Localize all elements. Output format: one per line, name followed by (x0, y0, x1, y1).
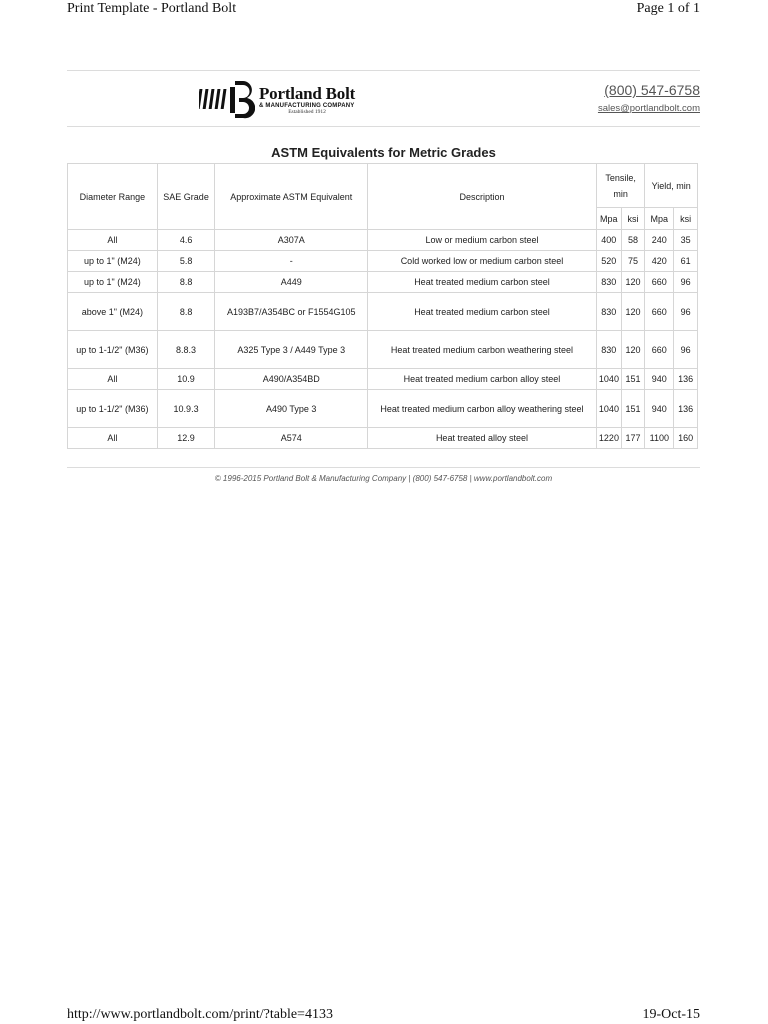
footer-divider (67, 467, 700, 468)
cell-yield-mpa: 940 (645, 390, 674, 428)
table-row (68, 230, 698, 251)
logo-name: Portland Bolt (259, 83, 356, 103)
cell-tensile-mpa: 830 (596, 293, 621, 331)
cell-yield-ksi: 35 (674, 230, 698, 251)
cell-yield-mpa: 660 (645, 272, 674, 293)
cell-astm: A490 Type 3 (215, 390, 368, 428)
table-row (68, 293, 698, 331)
cell-astm: A449 (215, 272, 368, 293)
header-tensile: Tensile, min (596, 164, 644, 208)
cell-yield-mpa: 1100 (645, 428, 674, 449)
cell-yield-mpa: 660 (645, 293, 674, 331)
cell-tensile-mpa: 830 (596, 272, 621, 293)
cell-tensile-mpa: 520 (596, 251, 621, 272)
logo-established: Established 1912 (288, 108, 326, 115)
table-title: ASTM Equivalents for Metric Grades (271, 145, 496, 160)
cell-astm: A490/A354BD (215, 369, 368, 390)
header-diameter-range: Diameter Range (68, 164, 158, 230)
cell-diameter: All (68, 428, 158, 449)
cell-astm: - (215, 251, 368, 272)
phone-link[interactable]: (800) 547-6758 (604, 82, 700, 98)
table-row (68, 331, 698, 369)
header-tensile-ksi: ksi (621, 208, 645, 230)
cell-sae: 8.8 (157, 272, 215, 293)
cell-description: Heat treated medium carbon weathering steel (368, 331, 597, 369)
cell-yield-ksi: 96 (674, 331, 698, 369)
cell-tensile-mpa: 830 (596, 331, 621, 369)
header-description: Description (368, 164, 597, 230)
cell-diameter: All (68, 369, 158, 390)
cell-sae: 12.9 (157, 428, 215, 449)
cell-tensile-mpa: 1040 (596, 369, 621, 390)
header-astm-equivalent: Approximate ASTM Equivalent (215, 164, 368, 230)
cell-tensile-ksi: 75 (621, 251, 645, 272)
cell-tensile-ksi: 151 (621, 369, 645, 390)
cell-sae: 5.8 (157, 251, 215, 272)
cell-astm: A574 (215, 428, 368, 449)
table-row (68, 428, 698, 449)
cell-yield-ksi: 160 (674, 428, 698, 449)
cell-description: Heat treated medium carbon alloy steel (368, 369, 597, 390)
copyright-notice: © 1996-2015 Portland Bolt & Manufacturing Company | (800) 547-6758 | www.portlandbolt.com (214, 474, 553, 483)
cell-tensile-ksi: 151 (621, 390, 645, 428)
cell-tensile-ksi: 120 (621, 331, 645, 369)
cell-description: Heat treated medium carbon steel (368, 272, 597, 293)
cell-tensile-ksi: 120 (621, 293, 645, 331)
cell-tensile-mpa: 400 (596, 230, 621, 251)
table-row (68, 251, 698, 272)
contact-info (598, 82, 700, 114)
print-footer (67, 1007, 700, 1023)
top-divider (67, 70, 700, 71)
cell-description: Low or medium carbon steel (368, 230, 597, 251)
cell-astm: A325 Type 3 / A449 Type 3 (215, 331, 368, 369)
cell-yield-mpa: 660 (645, 331, 674, 369)
cell-diameter: above 1" (M24) (68, 293, 158, 331)
cell-yield-mpa: 420 (645, 251, 674, 272)
header-divider (67, 126, 700, 127)
email-link[interactable]: sales@portlandbolt.com (597, 103, 700, 114)
header-row (68, 164, 698, 208)
cell-description: Cold worked low or medium carbon steel (368, 251, 597, 272)
cell-tensile-mpa: 1040 (596, 390, 621, 428)
cell-description: Heat treated alloy steel (368, 428, 597, 449)
cell-yield-ksi: 96 (674, 272, 698, 293)
cell-yield-mpa: 240 (645, 230, 674, 251)
cell-tensile-ksi: 58 (621, 230, 645, 251)
table-row (68, 369, 698, 390)
header-yield-mpa: Mpa (645, 208, 674, 230)
cell-diameter: All (68, 230, 158, 251)
page-number: Page 1 of 1 (636, 1, 700, 16)
cell-astm: A193B7/A354BC or F1554G105 (215, 293, 368, 331)
cell-diameter: up to 1-1/2" (M36) (68, 331, 158, 369)
cell-tensile-mpa: 1220 (596, 428, 621, 449)
cell-diameter: up to 1" (M24) (68, 251, 158, 272)
cell-sae: 4.6 (157, 230, 215, 251)
print-title: Print Template - Portland Bolt (67, 1, 237, 16)
print-date: 19-Oct-15 (642, 1007, 700, 1022)
cell-tensile-ksi: 177 (621, 428, 645, 449)
cell-yield-ksi: 96 (674, 293, 698, 331)
cell-sae: 8.8.3 (157, 331, 215, 369)
table-row (68, 272, 698, 293)
print-url: http://www.portlandbolt.com/print/?table=4133 (67, 1007, 333, 1022)
header-tensile-mpa: Mpa (596, 208, 621, 230)
bolt-logo-icon (199, 78, 255, 122)
cell-description: Heat treated medium carbon alloy weathering steel (368, 390, 597, 428)
cell-diameter: up to 1" (M24) (68, 272, 158, 293)
cell-yield-ksi: 136 (674, 390, 698, 428)
cell-yield-ksi: 136 (674, 369, 698, 390)
cell-sae: 10.9 (157, 369, 215, 390)
company-logo (199, 77, 371, 123)
print-header (67, 1, 700, 17)
cell-diameter: up to 1-1/2" (M36) (68, 390, 158, 428)
cell-description: Heat treated medium carbon steel (368, 293, 597, 331)
header-sae-grade: SAE Grade (157, 164, 215, 230)
table-row (68, 390, 698, 428)
cell-sae: 10.9.3 (157, 390, 215, 428)
cell-tensile-ksi: 120 (621, 272, 645, 293)
cell-sae: 8.8 (157, 293, 215, 331)
astm-equivalents-table (67, 163, 698, 449)
cell-yield-ksi: 61 (674, 251, 698, 272)
logo-subtitle: & MANUFACTURING COMPANY (259, 102, 355, 109)
header-yield: Yield, min (645, 164, 698, 208)
cell-yield-mpa: 940 (645, 369, 674, 390)
header-yield-ksi: ksi (674, 208, 698, 230)
cell-astm: A307A (215, 230, 368, 251)
